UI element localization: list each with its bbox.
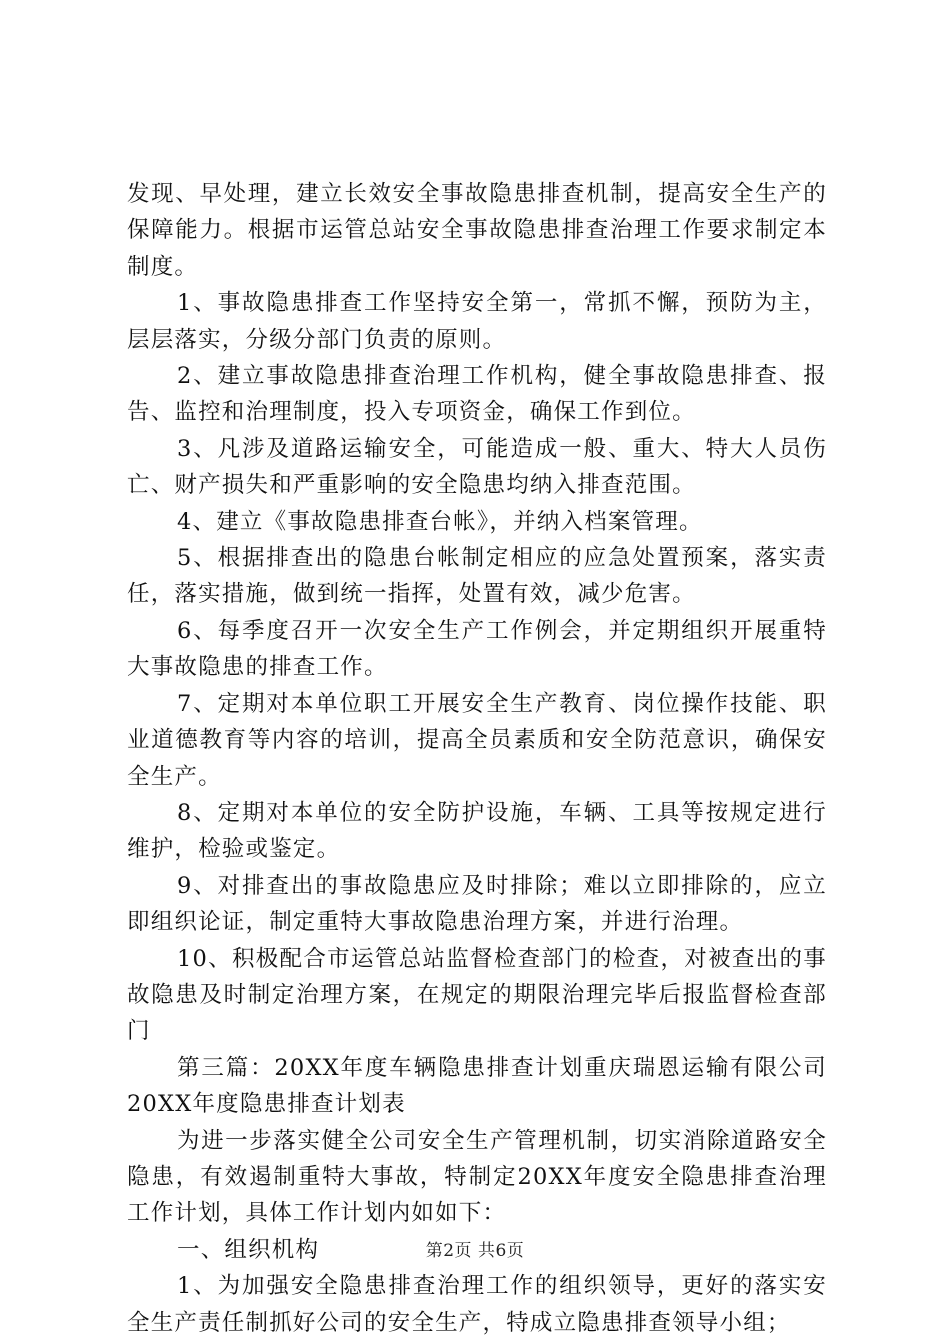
paragraph-3: 2、建立事故隐患排查治理工作机构，健全事故隐患排查、报告、监控和治理制度，投入专项资金，确保工作到位。 [127,363,827,426]
paragraph-8: 7、定期对本单位职工开展安全生产教育、岗位操作技能、职业道德教育等内容的培训，提高全员素质和安全防范意识，确保安全生产。 [127,690,827,790]
paragraph-15: 1、为加强安全隐患排查治理工作的组织领导，更好的落实安全生产责任制抓好公司的安全生产，特成立隐患排查领导小组； [127,1273,827,1336]
paragraph-9: 8、定期对本单位的安全防护设施，车辆、工具等按规定进行维护，检验或鉴定。 [127,799,827,863]
paragraph-4: 3、凡涉及道路运输安全，可能造成一般、重大、特大人员伤亡、财产损失和严重影响的安全隐患均纳入排查范围。 [127,435,827,499]
paragraph-1: 发现、早处理，建立长效安全事故隐患排查机制，提高安全生产的保障能力。根据市运管总站安全事故隐患排查治理工作要求制定本制度。 [127,181,827,280]
paragraph-10: 9、对排查出的事故隐患应及时排除；难以立即排除的，应立即组织论证，制定重特大事故隐患治理方案，并进行治理。 [127,872,827,936]
paragraph-2: 1、事故隐患排查工作坚持安全第一，常抓不懈，预防为主，层层落实，分级分部门负责的原则。 [127,290,827,353]
subheading-organization: 一、组织机构 [177,1236,320,1263]
document-body [127,176,827,1341]
paragraph-5: 4、建立《事故隐患排查台帐》，并纳入档案管理。 [177,508,703,535]
paragraph-6: 5、根据排查出的隐患台帐制定相应的应急处置预案，落实责任，落实措施，做到统一指挥，处置有效，减少危害。 [127,545,827,608]
paragraph-11: 10、积极配合市运管总站监督检查部门的检查，对被查出的事故隐患及时制定治理方案，在规定的期限治理完毕后报监督检查部门 [127,945,827,1045]
section-heading-part-three: 第三篇：20XX年度车辆隐患排查计划重庆瑞恩运输有限公司20XX年度隐患排查计划表 [127,1054,827,1118]
page-number-footer: 第2页 共6页 [425,1241,525,1261]
paragraph-13: 为进一步落实健全公司安全生产管理机制，切实消除道路安全隐患，有效遏制重特大事故，特制定20XX年度安全隐患排查治理工作计划，具体工作计划内如如下： [127,1127,827,1227]
paragraph-7: 6、每季度召开一次安全生产工作例会，并定期组织开展重特大事故隐患的排查工作。 [127,617,827,681]
